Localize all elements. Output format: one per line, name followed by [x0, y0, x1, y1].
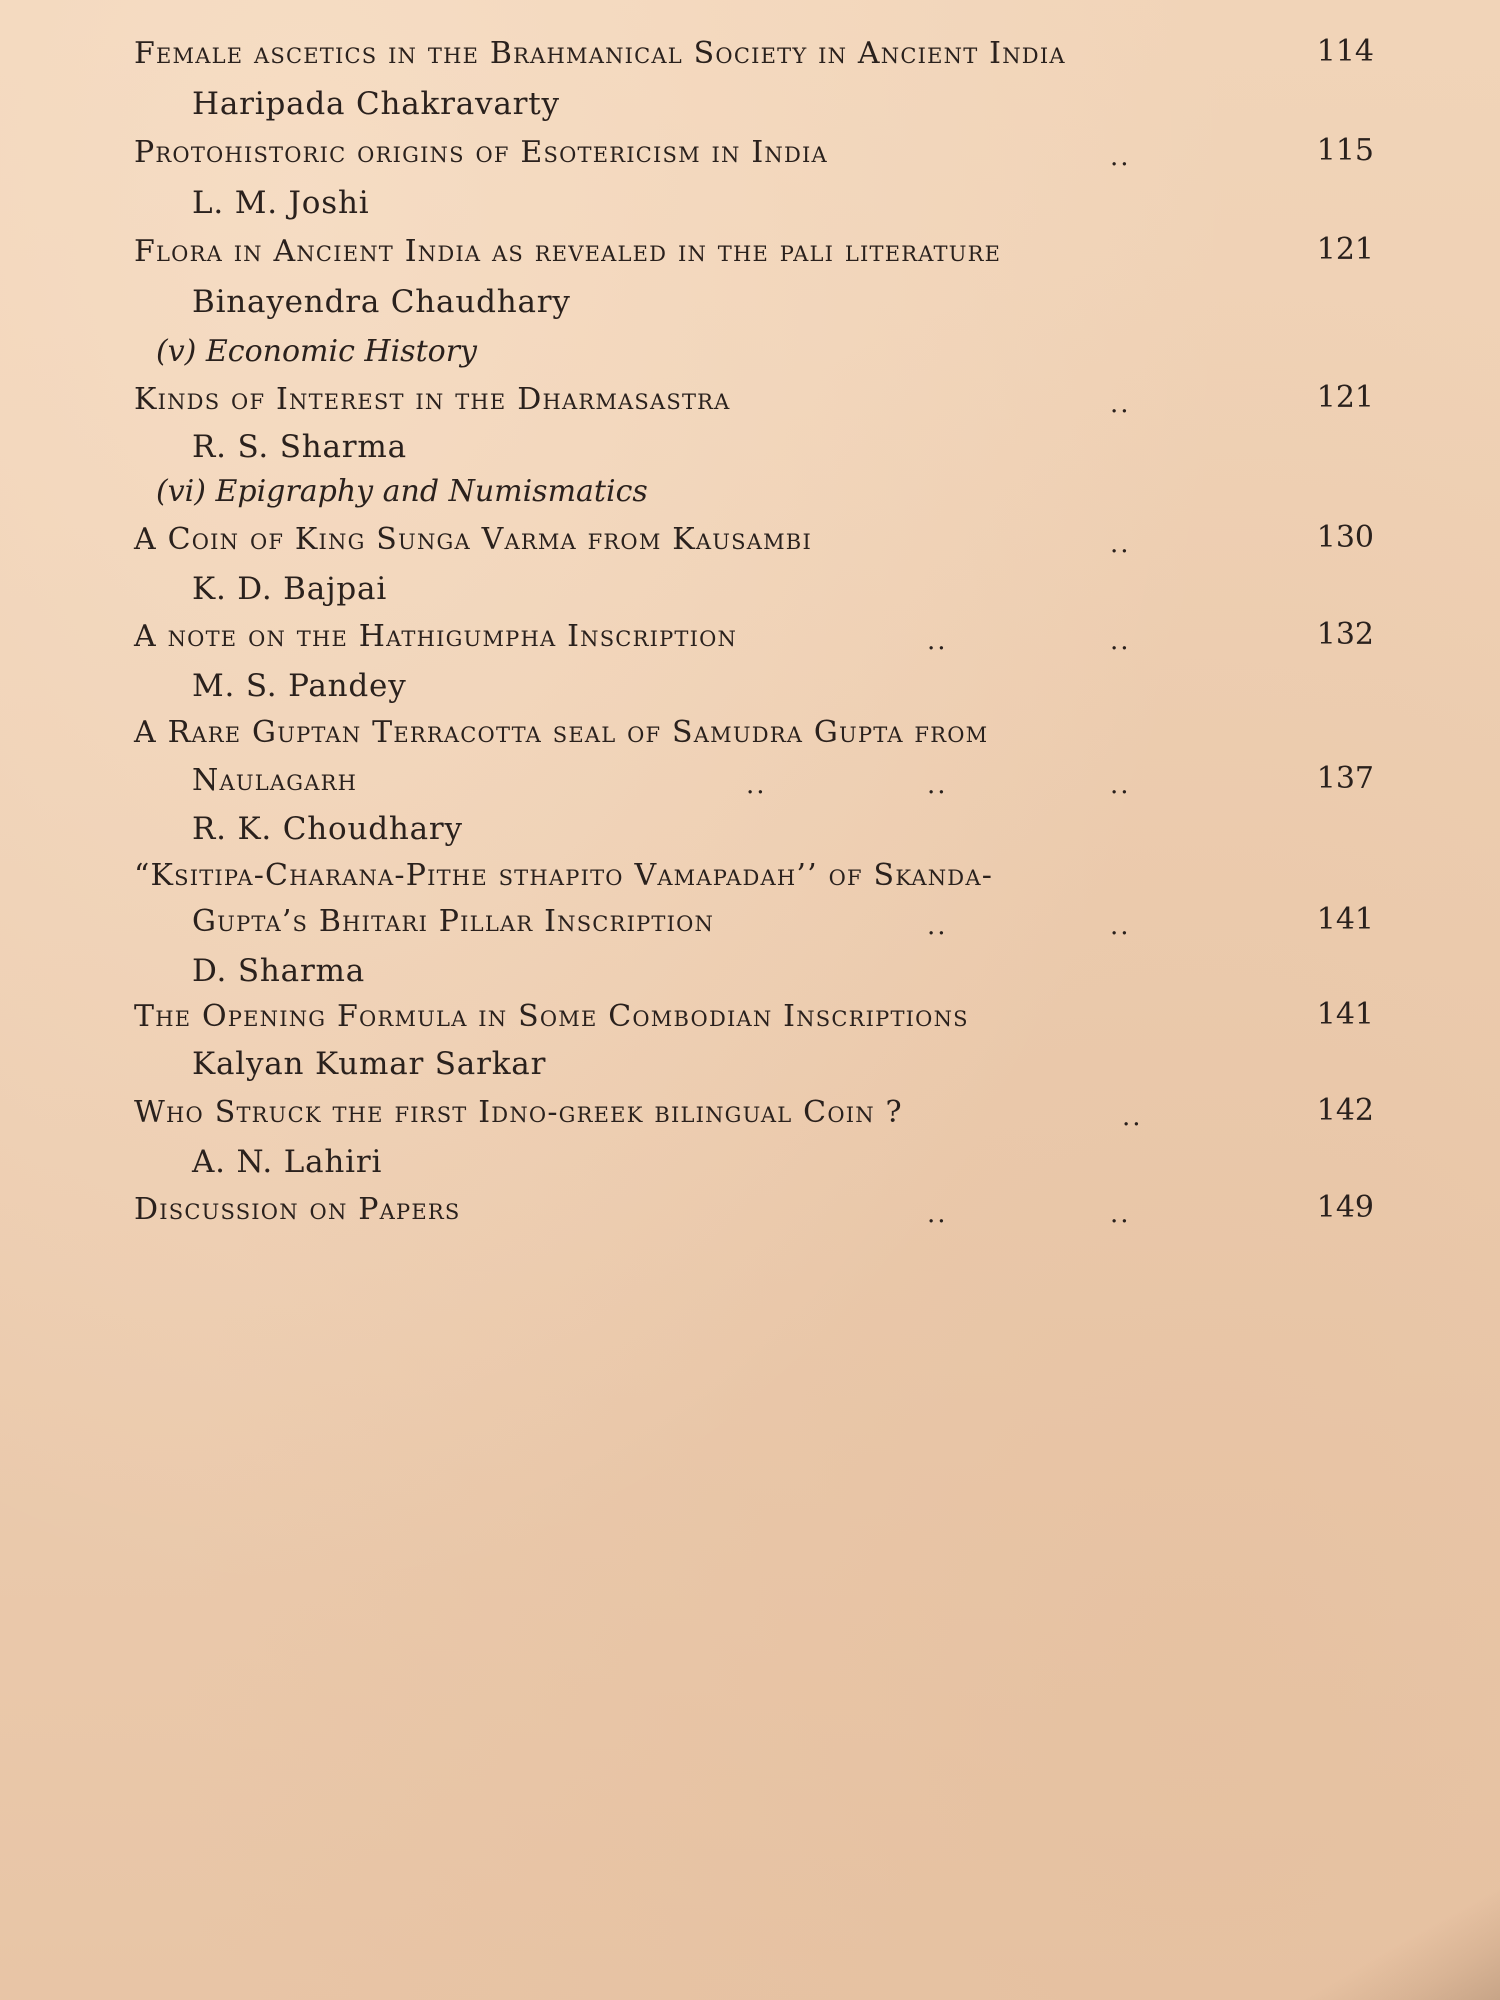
toc-author-line	[134, 951, 1354, 999]
entry-title: “Ksitipa-Charana-Pithe sthapito Vamapadah’’ of Skanda-	[134, 858, 994, 893]
entry-title: A Coin of King Sunga Varma from Kausambi	[134, 522, 812, 557]
entry-title-continuation: Gupta’s Bhitari Pillar Inscription	[192, 904, 715, 939]
page-corner-crease	[1300, 1860, 1500, 2000]
page-number: 114	[1316, 34, 1374, 69]
entry-author: Kalyan Kumar Sarkar	[192, 1046, 547, 1082]
entry-title: Kinds of Interest in the Dharmasastra	[134, 382, 731, 417]
dot-leader: ..	[746, 770, 767, 800]
toc-entry	[134, 1093, 1374, 1141]
page-number: 141	[1316, 902, 1374, 937]
toc-author-line	[134, 84, 1354, 132]
entry-author: Binayendra Chaudhary	[192, 284, 571, 320]
toc-author-line	[134, 1044, 1354, 1092]
entry-title: A Rare Guptan Terracotta seal of Samudra Gupta from	[134, 715, 989, 750]
toc-author-line	[134, 282, 1354, 330]
toc-entry	[134, 232, 1374, 280]
entry-author: R. K. Choudhary	[192, 811, 463, 847]
entry-author: L. M. Joshi	[192, 185, 370, 221]
entry-author: Haripada Chakravarty	[192, 86, 560, 122]
page-number: 141	[1316, 997, 1374, 1032]
section-heading: (vi) Epigraphy and Numismatics	[156, 474, 648, 509]
entry-author: R. S. Sharma	[192, 429, 407, 465]
dot-leader: ..	[1110, 626, 1131, 656]
page-number: 121	[1316, 232, 1374, 267]
dot-leader: ..	[1110, 142, 1131, 172]
toc-author-line	[134, 183, 1354, 231]
entry-title: Discussion on Papers	[134, 1192, 461, 1227]
page-number: 142	[1316, 1093, 1374, 1128]
dot-leader: ..	[1110, 770, 1131, 800]
toc-author-line	[134, 427, 1354, 475]
dot-leader: ..	[1110, 911, 1131, 941]
page-number: 137	[1316, 761, 1374, 796]
toc-entry	[134, 713, 1354, 761]
page-number: 130	[1316, 520, 1374, 555]
toc-entry	[134, 997, 1374, 1045]
toc-entry-continuation	[134, 902, 1374, 950]
entry-title-continuation: Naulagarh	[192, 763, 358, 798]
entry-author: K. D. Bajpai	[192, 571, 388, 607]
entry-title: Protohistoric origins of Esotericism in India	[134, 135, 828, 170]
toc-entry-continuation	[134, 761, 1374, 809]
entry-title: Female ascetics in the Brahmanical Society in Ancient India	[134, 36, 1066, 71]
entry-title: Flora in Ancient India as revealed in the pali literature	[134, 234, 1002, 269]
dot-leader: ..	[1110, 389, 1131, 419]
dot-leader: ..	[927, 911, 948, 941]
toc-author-line	[134, 1142, 1354, 1190]
toc-author-line	[134, 569, 1354, 617]
entry-title: The Opening Formula in Some Combodian Inscriptions	[134, 999, 969, 1034]
toc-entry	[134, 133, 1374, 181]
entry-author: M. S. Pandey	[192, 668, 407, 704]
toc-entry	[134, 380, 1374, 428]
dot-leader: ..	[1110, 1199, 1131, 1229]
dot-leader: ..	[927, 770, 948, 800]
page-number: 121	[1316, 380, 1374, 415]
entry-title: A note on the Hathigumpha Inscription	[134, 619, 738, 654]
page-number: 149	[1316, 1190, 1374, 1225]
entry-author: A. N. Lahiri	[192, 1144, 383, 1180]
toc-author-line	[134, 666, 1354, 714]
toc-entry	[134, 34, 1374, 82]
dot-leader: ..	[927, 1199, 948, 1229]
entry-author: D. Sharma	[192, 953, 366, 989]
toc-entry	[134, 520, 1374, 568]
entry-title: Who Struck the first Idno-greek bilingual Coin ?	[134, 1095, 903, 1130]
toc-section-heading	[134, 472, 1354, 520]
toc-entry	[134, 617, 1374, 665]
section-heading: (v) Economic History	[156, 334, 477, 369]
page-number: 115	[1316, 133, 1374, 168]
dot-leader: ..	[1122, 1102, 1143, 1132]
page-number: 132	[1316, 617, 1374, 652]
dot-leader: ..	[927, 626, 948, 656]
dot-leader: ..	[1110, 529, 1131, 559]
toc-author-line	[134, 809, 1354, 857]
toc-section-heading	[134, 332, 1354, 380]
toc-entry	[134, 856, 1354, 904]
toc-entry	[134, 1190, 1374, 1238]
